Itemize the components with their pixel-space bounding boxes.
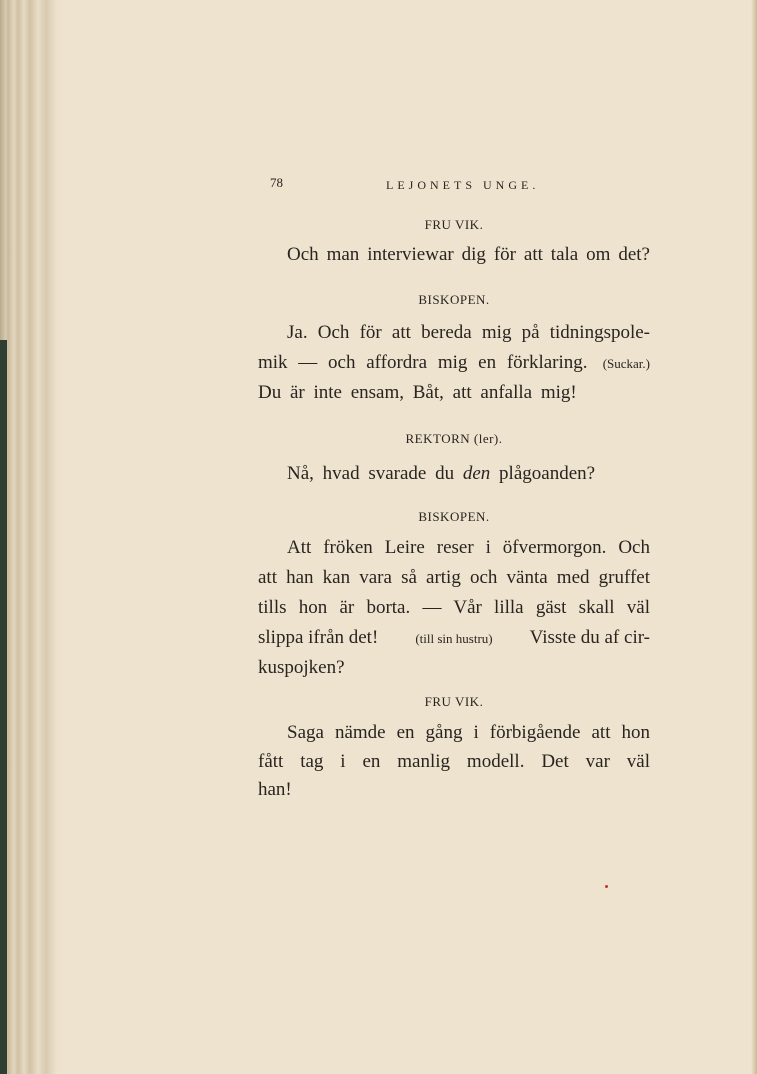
text-line bbox=[287, 463, 650, 485]
text-fragment: Nå, hvad svarade du bbox=[287, 463, 455, 484]
text-line bbox=[258, 627, 650, 650]
speaker-name: REKTORN bbox=[405, 431, 471, 446]
text-line: Du är inte ensam, Båt, att anfalla mig! bbox=[258, 382, 577, 403]
text-line: kuspojken? bbox=[258, 657, 345, 678]
speaker-label: BISKOPEN. bbox=[418, 292, 490, 307]
text-fragment: slippa ifrån det! bbox=[258, 627, 379, 648]
emphasis: den bbox=[462, 463, 491, 484]
book-cover-edge bbox=[0, 340, 7, 1074]
speaker-note: (ler). bbox=[473, 431, 503, 446]
text-line: Ja. Och för att bereda mig på tidningspole- bbox=[287, 322, 650, 343]
stage-direction: (till sin hustru) bbox=[415, 631, 493, 646]
text-fragment: mik — och affordra mig en förklaring. bbox=[258, 352, 588, 373]
page-right-edge bbox=[751, 0, 757, 1074]
speaker-label: FRU VIK. bbox=[424, 694, 484, 709]
text-line: fått tag i en manlig modell. Det var väl bbox=[258, 751, 650, 772]
speaker-label: FRU VIK. bbox=[424, 217, 484, 232]
text-fragment: Visste du af cir- bbox=[529, 627, 650, 648]
text-fragment: plågoanden? bbox=[499, 463, 596, 484]
text-line: tills hon är borta. — Vår lilla gäst skall väl bbox=[258, 597, 650, 618]
page-number: 78 bbox=[270, 175, 283, 190]
text-line: Saga nämde en gång i förbigående att hon bbox=[287, 722, 650, 743]
text-line: Och man interviewar dig för att tala om det? bbox=[287, 244, 650, 265]
text-line: Att fröken Leire reser i öfvermorgon. Och bbox=[287, 537, 650, 558]
page-stack-edge bbox=[0, 0, 62, 1074]
text-line: att han kan vara så artig och vänta med gruffet bbox=[258, 567, 650, 588]
text-line bbox=[258, 352, 650, 375]
running-title: LEJONETS UNGE. bbox=[386, 178, 540, 192]
ink-speck bbox=[605, 885, 608, 888]
text-line: han! bbox=[258, 779, 292, 800]
speaker-label bbox=[258, 428, 650, 450]
stage-direction: (Suckar.) bbox=[602, 356, 650, 371]
speaker-label: BISKOPEN. bbox=[418, 509, 490, 524]
